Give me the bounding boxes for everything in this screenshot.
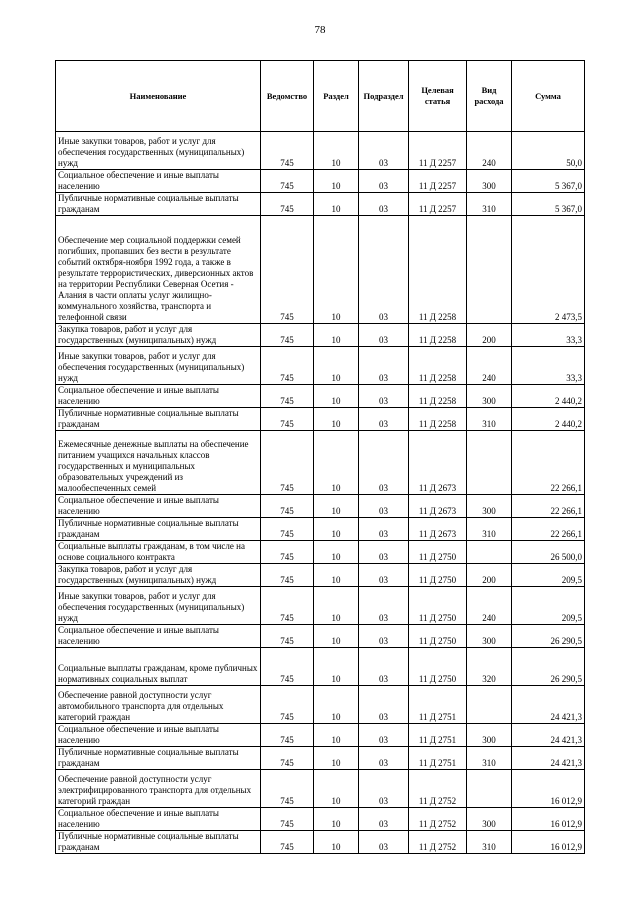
cell-section: 10: [314, 747, 359, 770]
cell-type: 240: [467, 132, 512, 170]
table-row: [56, 495, 585, 518]
cell-subsection: 03: [359, 724, 409, 747]
cell-type: 310: [467, 831, 512, 854]
cell-type: 310: [467, 747, 512, 770]
cell-article: 11 Д 2258: [409, 385, 467, 408]
cell-sum: 33,3: [512, 324, 585, 347]
cell-name: Ежемесячные денежные выплаты на обеспечение питанием учащихся начальных классов государственных и муниципальных образовательных учреждений из малообеспеченных семей: [56, 431, 261, 495]
page-number: 78: [314, 24, 326, 36]
cell-sum: 16 012,9: [512, 808, 585, 831]
cell-sum: 16 012,9: [512, 831, 585, 854]
cell-section: 10: [314, 587, 359, 625]
cell-article: 11 Д 2257: [409, 193, 467, 216]
cell-article: 11 Д 2751: [409, 747, 467, 770]
cell-subsection: 03: [359, 431, 409, 495]
cell-sum: 5 367,0: [512, 193, 585, 216]
cell-section: 10: [314, 216, 359, 324]
cell-sum: 24 421,3: [512, 686, 585, 724]
cell-dept: 745: [261, 648, 314, 686]
cell-dept: 745: [261, 518, 314, 541]
cell-name: Социальное обеспечение и иные выплаты населению: [56, 724, 261, 747]
cell-type: 200: [467, 324, 512, 347]
cell-sum: 26 290,5: [512, 648, 585, 686]
cell-name: Обеспечение мер социальной поддержки семей погибших, пропавших без вести в результате событий октября-ноября 1992 года, а также в результате террористических, диверсионных актов на территории Республики Северная Осетия - Алания в части оплаты услуг жилищно-коммунального хозяйства, транспорта и телефонной связи: [56, 216, 261, 324]
cell-name: Иные закупки товаров, работ и услуг для обеспечения государственных (муниципальных) нужд: [56, 587, 261, 625]
cell-type: [467, 686, 512, 724]
cell-subsection: 03: [359, 216, 409, 324]
cell-dept: 745: [261, 216, 314, 324]
cell-dept: 745: [261, 132, 314, 170]
cell-sum: 22 266,1: [512, 431, 585, 495]
cell-sum: 209,5: [512, 587, 585, 625]
table-row: [56, 686, 585, 724]
table-row: [56, 324, 585, 347]
cell-type: 200: [467, 564, 512, 587]
header-section: Раздел: [314, 61, 359, 132]
cell-section: 10: [314, 431, 359, 495]
cell-section: 10: [314, 347, 359, 385]
cell-article: 11 Д 2752: [409, 831, 467, 854]
cell-type: 310: [467, 193, 512, 216]
cell-sum: 209,5: [512, 564, 585, 587]
cell-subsection: 03: [359, 385, 409, 408]
cell-type: [467, 770, 512, 808]
cell-dept: 745: [261, 686, 314, 724]
cell-type: 240: [467, 347, 512, 385]
cell-name: Социальное обеспечение и иные выплаты населению: [56, 170, 261, 193]
header-name: Наименование: [56, 61, 261, 132]
cell-dept: 745: [261, 541, 314, 564]
cell-dept: 745: [261, 347, 314, 385]
cell-sum: 22 266,1: [512, 518, 585, 541]
cell-type: 300: [467, 625, 512, 648]
cell-section: 10: [314, 648, 359, 686]
cell-type: 310: [467, 518, 512, 541]
cell-dept: 745: [261, 747, 314, 770]
cell-sum: 26 500,0: [512, 541, 585, 564]
cell-name: Закупка товаров, работ и услуг для государственных (муниципальных) нужд: [56, 564, 261, 587]
cell-subsection: 03: [359, 625, 409, 648]
header-sum: Сумма: [512, 61, 585, 132]
cell-name: Закупка товаров, работ и услуг для государственных (муниципальных) нужд: [56, 324, 261, 347]
cell-type: 240: [467, 587, 512, 625]
table-row: [56, 216, 585, 324]
cell-article: 11 Д 2751: [409, 724, 467, 747]
cell-subsection: 03: [359, 648, 409, 686]
cell-article: 11 Д 2752: [409, 770, 467, 808]
cell-subsection: 03: [359, 831, 409, 854]
cell-dept: 745: [261, 408, 314, 431]
cell-dept: 745: [261, 170, 314, 193]
cell-subsection: 03: [359, 193, 409, 216]
cell-subsection: 03: [359, 495, 409, 518]
cell-sum: 16 012,9: [512, 770, 585, 808]
cell-subsection: 03: [359, 324, 409, 347]
cell-type: [467, 216, 512, 324]
cell-section: 10: [314, 495, 359, 518]
cell-type: 300: [467, 495, 512, 518]
cell-name: Социальные выплаты гражданам, в том числе на основе социального контракта: [56, 541, 261, 564]
cell-type: [467, 541, 512, 564]
cell-name: Иные закупки товаров, работ и услуг для обеспечения государственных (муниципальных) нужд: [56, 347, 261, 385]
cell-article: 11 Д 2750: [409, 625, 467, 648]
cell-subsection: 03: [359, 408, 409, 431]
cell-name: Публичные нормативные социальные выплаты гражданам: [56, 408, 261, 431]
header-article: Целевая статья: [409, 61, 467, 132]
cell-article: 11 Д 2750: [409, 541, 467, 564]
cell-subsection: 03: [359, 132, 409, 170]
cell-dept: 745: [261, 724, 314, 747]
cell-section: 10: [314, 625, 359, 648]
cell-type: 320: [467, 648, 512, 686]
cell-article: 11 Д 2257: [409, 170, 467, 193]
cell-section: 10: [314, 170, 359, 193]
cell-article: 11 Д 2673: [409, 518, 467, 541]
cell-type: [467, 431, 512, 495]
cell-article: 11 Д 2751: [409, 686, 467, 724]
cell-section: 10: [314, 193, 359, 216]
cell-name: Публичные нормативные социальные выплаты гражданам: [56, 831, 261, 854]
cell-name: Публичные нормативные социальные выплаты гражданам: [56, 193, 261, 216]
table-row: [56, 170, 585, 193]
cell-type: 310: [467, 408, 512, 431]
header-subsection: Подраздел: [359, 61, 409, 132]
cell-name: Обеспечение равной доступности услуг автомобильного транспорта для отдельных категорий граждан: [56, 686, 261, 724]
cell-section: 10: [314, 132, 359, 170]
table-row: [56, 587, 585, 625]
cell-article: 11 Д 2750: [409, 648, 467, 686]
table-row: [56, 132, 585, 170]
cell-type: 300: [467, 808, 512, 831]
cell-dept: 745: [261, 587, 314, 625]
cell-type: 300: [467, 724, 512, 747]
cell-name: Иные закупки товаров, работ и услуг для обеспечения государственных (муниципальных) нужд: [56, 132, 261, 170]
table-row: [56, 770, 585, 808]
cell-subsection: 03: [359, 347, 409, 385]
cell-subsection: 03: [359, 686, 409, 724]
cell-article: 11 Д 2673: [409, 495, 467, 518]
cell-name: Социальное обеспечение и иные выплаты населению: [56, 495, 261, 518]
cell-sum: 24 421,3: [512, 747, 585, 770]
cell-article: 11 Д 2752: [409, 808, 467, 831]
header-dept: Ведомство: [261, 61, 314, 132]
cell-dept: 745: [261, 808, 314, 831]
cell-sum: 24 421,3: [512, 724, 585, 747]
cell-section: 10: [314, 541, 359, 564]
cell-sum: 2 440,2: [512, 385, 585, 408]
cell-name: Социальные выплаты гражданам, кроме публичных нормативных социальных выплат: [56, 648, 261, 686]
table-row: [56, 541, 585, 564]
cell-section: 10: [314, 564, 359, 587]
cell-sum: 2 473,5: [512, 216, 585, 324]
cell-section: 10: [314, 518, 359, 541]
cell-type: 300: [467, 170, 512, 193]
table-header-row: [56, 61, 585, 132]
cell-dept: 745: [261, 385, 314, 408]
cell-article: 11 Д 2258: [409, 324, 467, 347]
cell-type: 300: [467, 385, 512, 408]
cell-dept: 745: [261, 770, 314, 808]
cell-name: Публичные нормативные социальные выплаты гражданам: [56, 747, 261, 770]
table-row: [56, 385, 585, 408]
cell-section: 10: [314, 686, 359, 724]
table-row: [56, 831, 585, 854]
cell-subsection: 03: [359, 587, 409, 625]
cell-name: Публичные нормативные социальные выплаты гражданам: [56, 518, 261, 541]
cell-name: Обеспечение равной доступности услуг электрифицированного транспорта для отдельных категорий граждан: [56, 770, 261, 808]
table-row: [56, 648, 585, 686]
cell-dept: 745: [261, 564, 314, 587]
cell-subsection: 03: [359, 564, 409, 587]
cell-sum: 26 290,5: [512, 625, 585, 648]
cell-section: 10: [314, 324, 359, 347]
cell-sum: 2 440,2: [512, 408, 585, 431]
cell-name: Социальное обеспечение и иные выплаты населению: [56, 808, 261, 831]
cell-sum: 5 367,0: [512, 170, 585, 193]
table-row: [56, 347, 585, 385]
cell-section: 10: [314, 724, 359, 747]
budget-table: [55, 60, 585, 854]
cell-dept: 745: [261, 193, 314, 216]
cell-section: 10: [314, 385, 359, 408]
cell-subsection: 03: [359, 808, 409, 831]
cell-sum: 33,3: [512, 347, 585, 385]
cell-dept: 745: [261, 431, 314, 495]
table-row: [56, 625, 585, 648]
cell-name: Социальное обеспечение и иные выплаты населению: [56, 625, 261, 648]
header-expense-type: Вид расхода: [467, 61, 512, 132]
cell-dept: 745: [261, 831, 314, 854]
cell-dept: 745: [261, 495, 314, 518]
cell-name: Социальное обеспечение и иные выплаты населению: [56, 385, 261, 408]
cell-section: 10: [314, 408, 359, 431]
cell-article: 11 Д 2258: [409, 347, 467, 385]
cell-subsection: 03: [359, 518, 409, 541]
table-row: [56, 431, 585, 495]
cell-article: 11 Д 2673: [409, 431, 467, 495]
cell-subsection: 03: [359, 747, 409, 770]
cell-article: 11 Д 2258: [409, 216, 467, 324]
cell-section: 10: [314, 808, 359, 831]
cell-subsection: 03: [359, 541, 409, 564]
table-row: [56, 747, 585, 770]
cell-sum: 22 266,1: [512, 495, 585, 518]
table-row: [56, 808, 585, 831]
cell-article: 11 Д 2257: [409, 132, 467, 170]
cell-subsection: 03: [359, 770, 409, 808]
cell-article: 11 Д 2258: [409, 408, 467, 431]
cell-sum: 50,0: [512, 132, 585, 170]
table-row: [56, 518, 585, 541]
table-row: [56, 408, 585, 431]
cell-dept: 745: [261, 324, 314, 347]
cell-article: 11 Д 2750: [409, 564, 467, 587]
cell-section: 10: [314, 770, 359, 808]
cell-dept: 745: [261, 625, 314, 648]
table-row: [56, 193, 585, 216]
cell-article: 11 Д 2750: [409, 587, 467, 625]
table-row: [56, 724, 585, 747]
cell-section: 10: [314, 831, 359, 854]
cell-subsection: 03: [359, 170, 409, 193]
table-row: [56, 564, 585, 587]
